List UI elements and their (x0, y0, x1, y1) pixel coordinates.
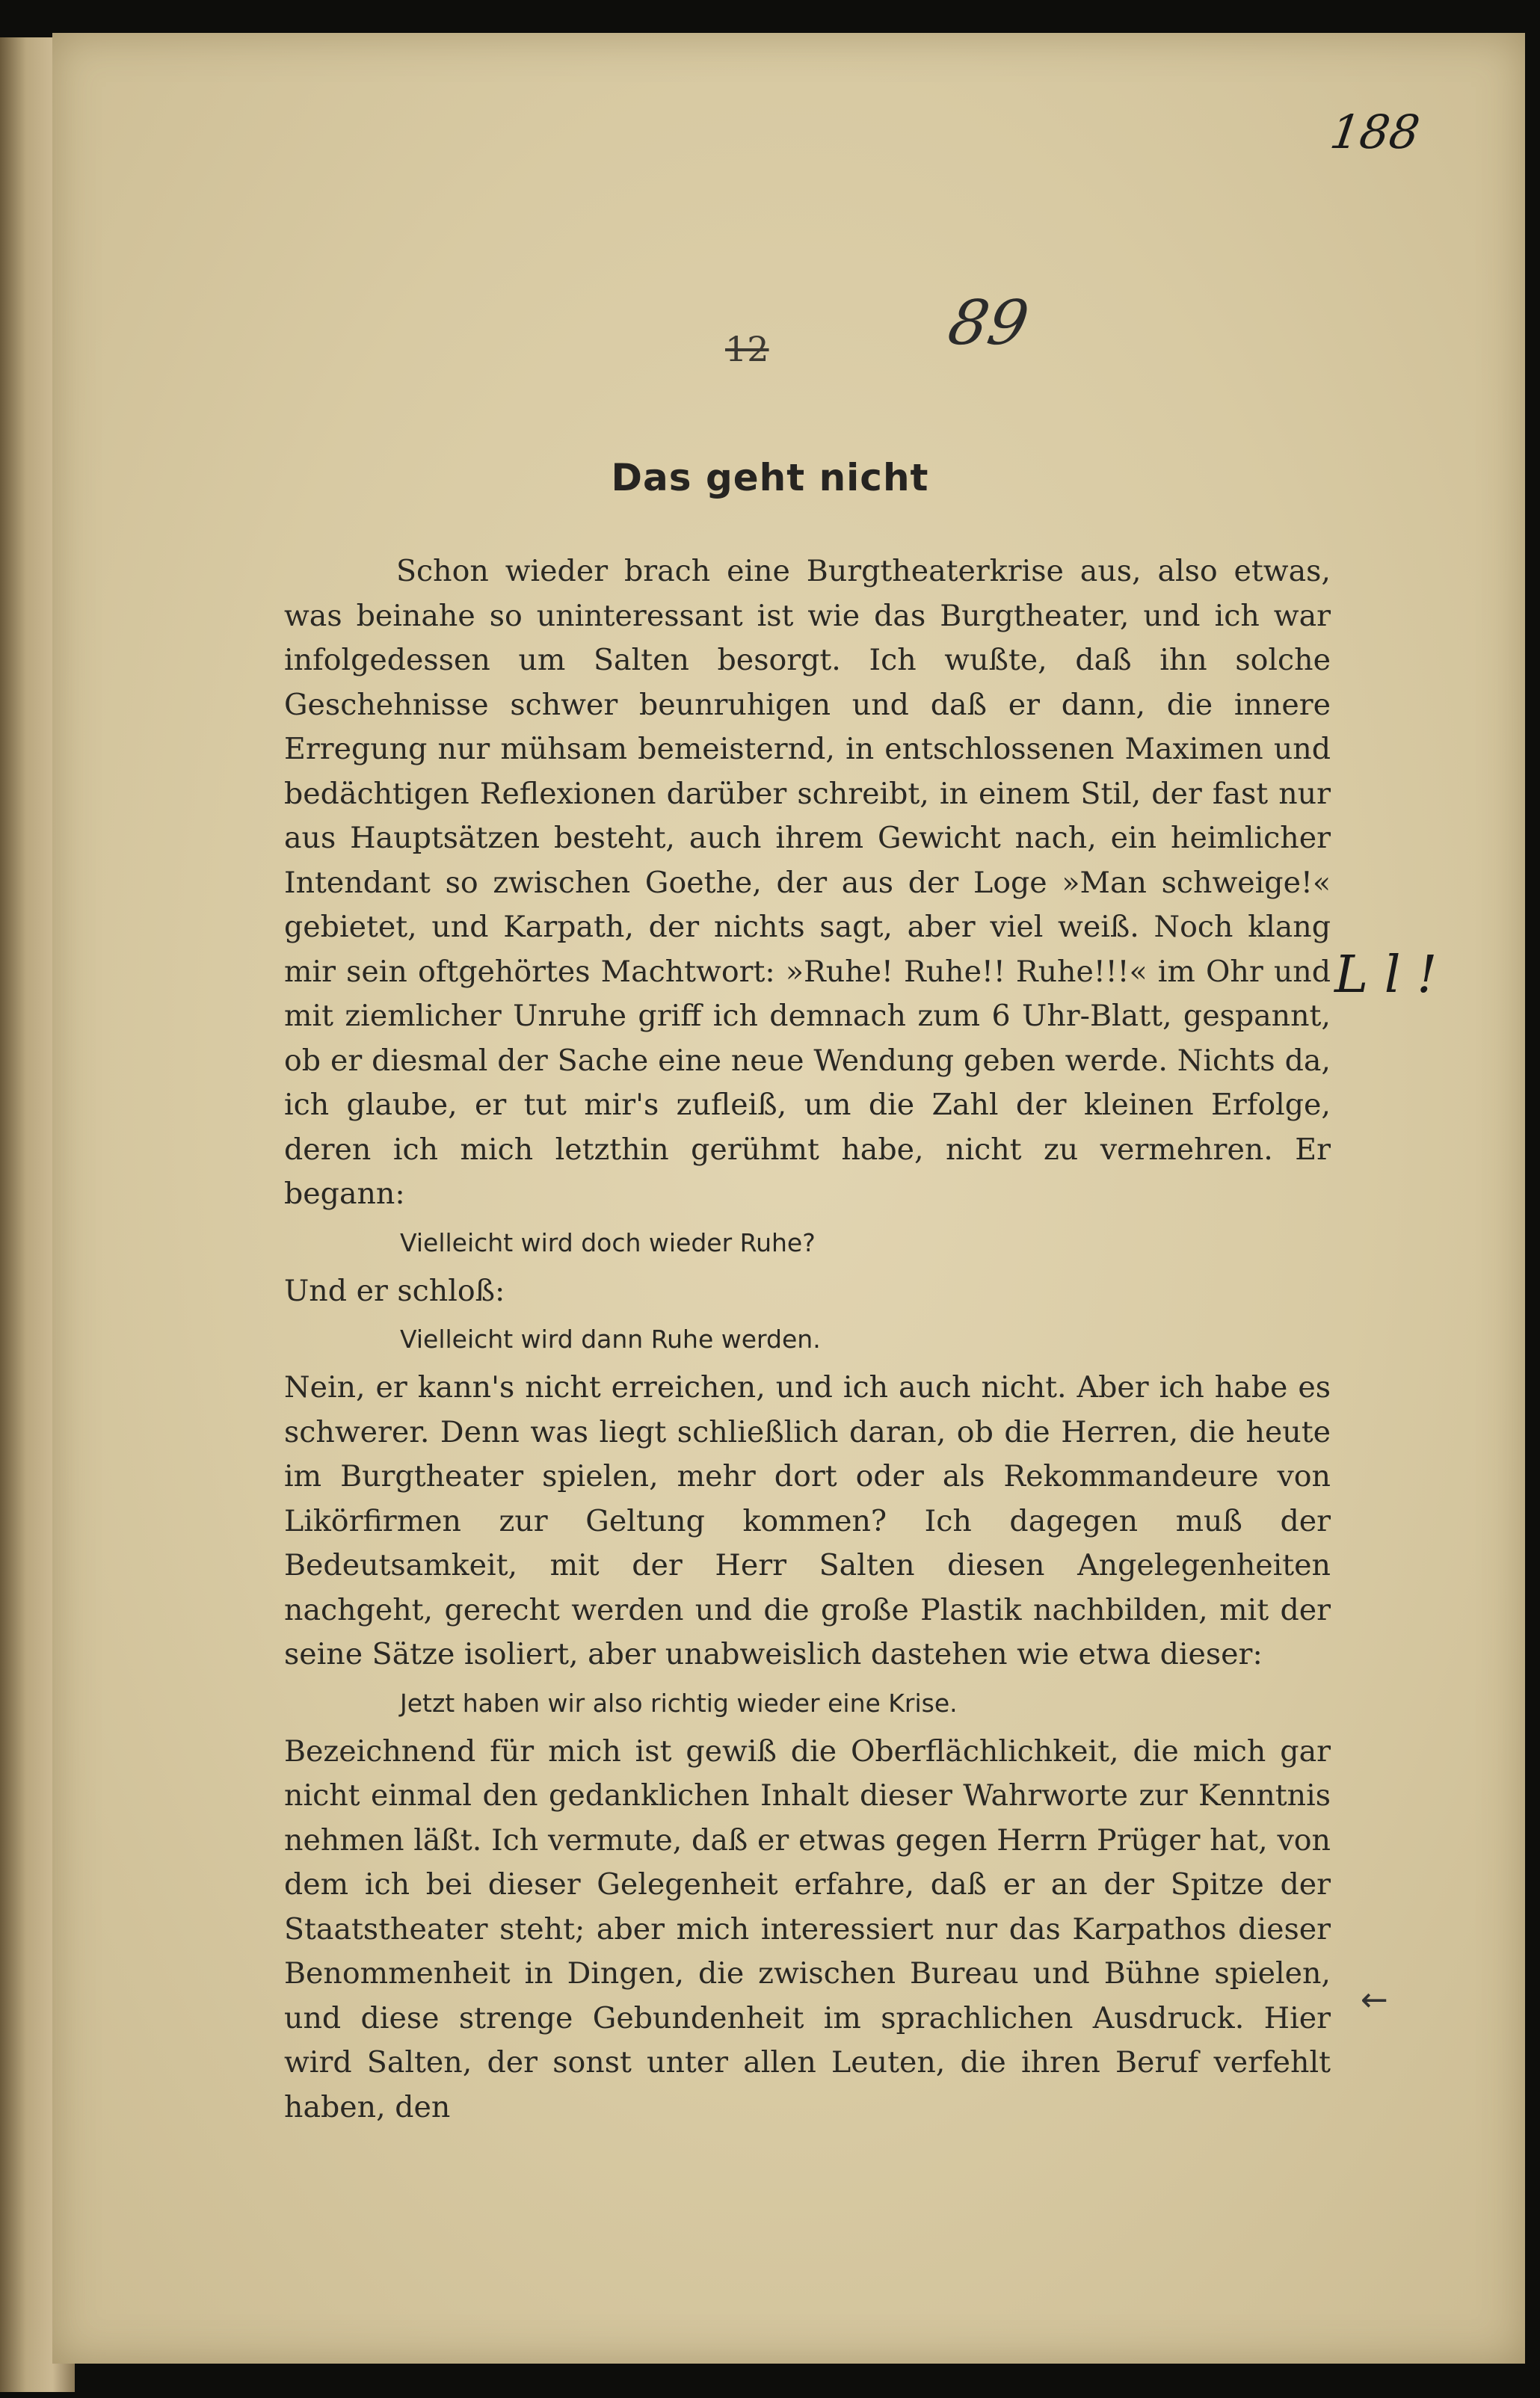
quote-second: Vielleicht wird dann Ruhe werden. (400, 1325, 821, 1354)
handwritten-folio-number: 188 (1326, 105, 1423, 159)
handwritten-page-number: 89 (943, 288, 1034, 359)
margin-arrow-mark: ← (1361, 1981, 1388, 2019)
paragraph-opening: Schon wieder brach eine Burgtheaterkrise aus, also etwas, was beinahe so uninteressant ist wie das Burgtheater, und ich war infolgedessen um Salten besorgt. Ich wußte, daß ihn solche Geschehnisse schwer beunruhigen und daß er dann, die innere Erregung nur mühsam bemeisternd, in entschlossenen Maximen und bedächtigen Reflexionen darüber schreibt, in einem Stil, der fast nur aus Hauptsätzen besteht, auch ihrem Gewicht nach, ein heimlicher Intendant so zwischen Goethe, der aus der Loge »Man schweige!« gebietet, und Karpath, der nichts sagt, aber viel weiß. Noch klang mir sein oftgehörtes Machtwort: »Ruhe! Ruhe!! Ruhe!!!« im Ohr und mit ziemlicher Unruhe griff ich demnach zum 6 Uhr-Blatt, gespannt, ob er diesmal der Sache eine neue Wendung geben werde. Nichts da, ich glaube, er tut mir's zufleiß, um die Zahl der kleinen Erfolge, deren ich mich letzthin gerühmt habe, nicht zu vermehren. Er begann: (284, 554, 1331, 1211)
quote-first: Vielleicht wird doch wieder Ruhe? (400, 1227, 816, 1257)
margin-handwritten-mark: L l ! (1334, 946, 1438, 1005)
paragraph-transition: Und er schloß: (284, 1273, 505, 1308)
printed-page-number-struck: 12 (725, 329, 769, 369)
paragraph-fourth: Bezeichnend für mich ist gewiß die Oberflächlichkeit, die mich gar nicht einmal den gedanklichen Inhalt dieser Wahrworte zur Kenntnis nehmen läßt. Ich vermute, daß er etwas gegen Herrn Prüger hat, von dem ich bei dieser Gelegenheit erfahre, daß er an der Spitze der Staatstheater steht; aber mich interessiert nur das Karpathos dieser Benommenheit in Dingen, die zwischen Bureau und Bühne spielen, und diese strenge Gebundenheit im sprachlichen Ausdruck. Hier wird Salten, der sonst unter allen Leuten, die ihren Beruf verfehlt haben, den (284, 1733, 1331, 2124)
quote-third: Jetzt haben wir also richtig wieder eine Krise. (400, 1688, 958, 1718)
article-body (284, 549, 1331, 2130)
article-title: Das geht nicht (611, 456, 929, 499)
paragraph-third: Nein, er kann's nicht erreichen, und ich auch nicht. Aber ich habe es schwerer. Denn was liegt schließlich daran, ob die Herren, die heute im Burgtheater spielen, mehr dort oder als Rekommandeure von Likörfirmen zur Geltung kommen? Ich dagegen muß der Bedeutsamkeit, mit der Herr Salten diesen Angelegenheiten nachgeht, gerecht werden und die große Plastik nachbilden, mit der seine Sätze isoliert, aber unabweislich dastehen wie etwa dieser: (284, 1370, 1331, 1671)
